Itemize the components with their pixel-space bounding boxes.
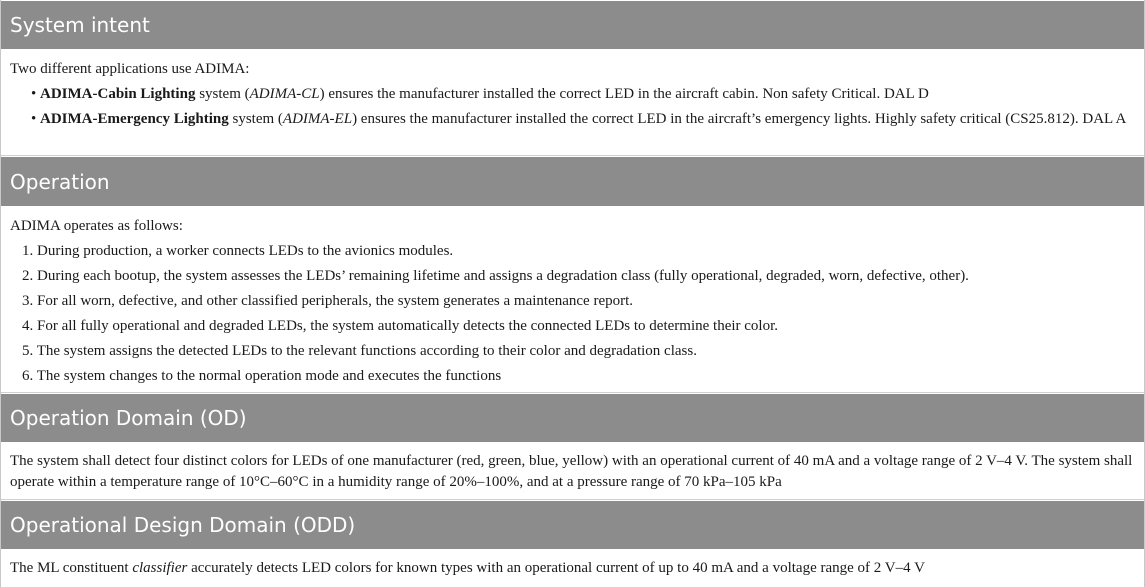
list-item: 4. For all fully operational and degraded LEDs, the system automatically detects the connected LEDs to determine their color. bbox=[22, 318, 779, 334]
app-name: ADIMA-Emergency Lighting bbox=[40, 111, 229, 127]
odd-text: The ML constituent classifier accurately detects LED colors for known types with an operational current of up to 40 mA and a voltage range of 2 V–4 V bbox=[10, 560, 925, 576]
section-header-system-intent bbox=[1, 0, 1144, 49]
application-list bbox=[10, 84, 1135, 130]
app-abbr: ADIMA-EL bbox=[282, 111, 353, 127]
list-item: 2. During each bootup, the system assesses the LEDs’ remaining lifetime and assigns a degradation class (fully operational, degraded, worn, defective, other). bbox=[22, 268, 969, 284]
section-header-odd bbox=[1, 500, 1144, 549]
list-item: • ADIMA-Emergency Lighting system (ADIMA-EL) ensures the manufacturer installed the correct LED in the aircraft’s emergency lights. Highly safety critical (CS25.812). DAL A bbox=[10, 109, 1135, 130]
bullet-icon: • bbox=[31, 111, 37, 127]
section-body-odd bbox=[1, 549, 1144, 587]
section-title: Operation Domain (OD) bbox=[10, 406, 247, 430]
list-item: 3. For all worn, defective, and other classified peripherals, the system generates a maintenance report. bbox=[22, 293, 634, 309]
section-body-operation bbox=[1, 206, 1144, 393]
classifier-term: classifier bbox=[132, 560, 188, 576]
list-item: 1. During production, a worker connects LEDs to the avionics modules. bbox=[22, 243, 454, 259]
list-item: • ADIMA-Cabin Lighting system (ADIMA-CL) ensures the manufacturer installed the correct LED in the aircraft cabin. Non safety Critical. DAL D bbox=[10, 84, 1135, 105]
bullet-icon: • bbox=[31, 86, 37, 102]
section-body-operation-domain bbox=[1, 442, 1144, 500]
app-abbr: ADIMA-CL bbox=[249, 86, 320, 102]
app-name: ADIMA-Cabin Lighting bbox=[40, 86, 196, 102]
intro-text: Two different applications use ADIMA: bbox=[10, 61, 250, 77]
operation-steps bbox=[10, 241, 1135, 387]
section-title: Operation bbox=[10, 169, 110, 194]
section-body-system-intent bbox=[1, 49, 1144, 156]
od-text: The system shall detect four distinct colors for LEDs of one manufacturer (red, green, blue, yellow) with an operational current of 40 mA and a voltage range of 2 V–4 V. The system shall operate within a temperature range of 10°C–60°C in a humidity range of 20%–100%, and at a pressure range of 70 kPa–105 kPa bbox=[10, 453, 1133, 490]
section-title: Operational Design Domain (ODD) bbox=[10, 513, 356, 537]
section-header-operation bbox=[1, 156, 1144, 206]
list-item: 6. The system changes to the normal operation mode and executes the functions bbox=[22, 368, 502, 384]
list-item: 5. The system assigns the detected LEDs to the relevant functions according to their color and degradation class. bbox=[22, 343, 697, 359]
section-header-operation-domain bbox=[1, 393, 1144, 442]
section-title: System intent bbox=[10, 13, 150, 37]
intro-text: ADIMA operates as follows: bbox=[10, 218, 183, 234]
